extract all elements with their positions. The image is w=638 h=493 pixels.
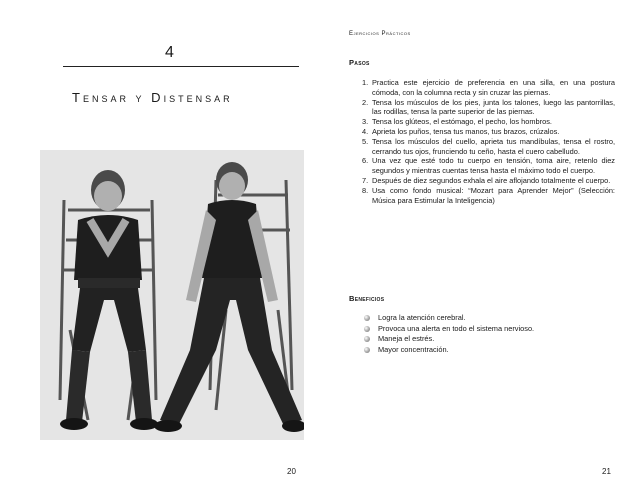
step-item: 2. Tensa los músculos de los pies, junta los talones, luego las pantorrillas, las rodillas, tensa la parte superior de las piernas. <box>362 97 615 117</box>
step-item: 6. Una vez que esté todo tu cuerpo en tensión, toma aire, retenlo diez segundos y mientras cuentas tensa hasta el máximo todo el cuerpo. <box>362 156 615 176</box>
chapter-title: Tensar y Distensar <box>72 90 233 105</box>
benefit-item: Logra la atención cerebral. <box>364 313 604 324</box>
running-header: Ejercicios Prácticos <box>349 31 411 37</box>
step-item: 1. Practica este ejercicio de preferencia en una silla, en una postura cómoda, con la columna recta y sin cruzar las piernas. <box>362 78 615 97</box>
step-item: 7. Después de diez segundos exhala el aire aflojando totalmente el cuerpo. <box>362 175 611 185</box>
steps-list <box>362 78 615 205</box>
steps-heading: Pasos <box>349 58 370 67</box>
chapter-number: 4 <box>165 44 175 61</box>
exercise-photo <box>40 150 304 440</box>
bullet-icon <box>364 315 370 321</box>
benefit-item: Mayor concentración. <box>364 345 604 356</box>
benefit-item: Maneja el estrés. <box>364 334 604 345</box>
chapter-rule <box>63 66 299 67</box>
page-number-right: 21 <box>602 467 611 476</box>
step-item: 3. Tensa los glúteos, el estómago, el pecho, los hombros. <box>362 117 552 127</box>
benefits-heading: Beneficios <box>349 294 385 303</box>
benefits-list <box>364 313 604 355</box>
step-item: 4. Aprieta los puños, tensa tus manos, tus brazos, crúzalos. <box>362 126 560 136</box>
bullet-icon <box>364 347 370 353</box>
page-number-left: 20 <box>287 467 296 476</box>
bullet-icon <box>364 336 370 342</box>
right-page <box>319 0 638 493</box>
step-item: 5. Tensa los músculos del cuello, aprieta tus mandíbulas, tensa el rostro, cerrando tus ojos, frunciendo tu ceño, hasta el cuero cabelludo. <box>362 136 615 156</box>
exercise-photo-illustration <box>40 150 304 440</box>
benefit-item: Provoca una alerta en todo el sistema nervioso. <box>364 324 604 335</box>
bullet-icon <box>364 326 370 332</box>
step-item: 8. Usa como fondo musical: “Mozart para Aprender Mejor” (Selección: Música para Estimular la Inteligencia) <box>362 185 615 205</box>
